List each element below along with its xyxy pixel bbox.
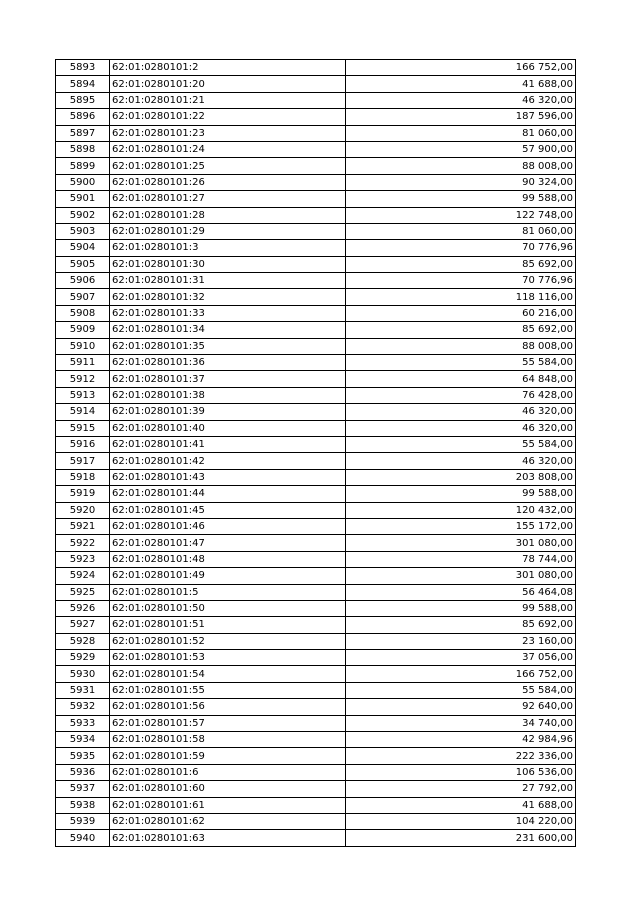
cadastral-number-cell: 62:01:0280101:48 bbox=[110, 551, 346, 567]
cadastral-value-cell: 81 060,00 bbox=[346, 125, 576, 141]
table-row bbox=[56, 732, 576, 748]
cadastral-value-cell: 37 056,00 bbox=[346, 650, 576, 666]
table-row bbox=[56, 76, 576, 92]
row-number-cell: 5938 bbox=[56, 797, 110, 813]
cadastral-value-cell: 88 008,00 bbox=[346, 338, 576, 354]
row-number-cell: 5904 bbox=[56, 240, 110, 256]
row-number-cell: 5928 bbox=[56, 633, 110, 649]
cadastral-value-cell: 203 808,00 bbox=[346, 469, 576, 485]
cadastral-value-cell: 55 584,00 bbox=[346, 682, 576, 698]
cadastral-number-cell: 62:01:0280101:44 bbox=[110, 486, 346, 502]
row-number-cell: 5918 bbox=[56, 469, 110, 485]
row-number-cell: 5914 bbox=[56, 404, 110, 420]
table-row bbox=[56, 338, 576, 354]
row-number-cell: 5919 bbox=[56, 486, 110, 502]
cadastral-number-cell: 62:01:0280101:63 bbox=[110, 830, 346, 846]
row-number-cell: 5898 bbox=[56, 141, 110, 157]
row-number-cell: 5908 bbox=[56, 305, 110, 321]
table-row bbox=[56, 699, 576, 715]
cadastral-number-cell: 62:01:0280101:35 bbox=[110, 338, 346, 354]
table-row bbox=[56, 436, 576, 452]
row-number-cell: 5931 bbox=[56, 682, 110, 698]
cadastral-value-cell: 56 464,08 bbox=[346, 584, 576, 600]
table-row bbox=[56, 682, 576, 698]
table-row bbox=[56, 223, 576, 239]
row-number-cell: 5930 bbox=[56, 666, 110, 682]
table-row bbox=[56, 748, 576, 764]
cadastral-number-cell: 62:01:0280101:41 bbox=[110, 436, 346, 452]
table-row bbox=[56, 797, 576, 813]
cadastral-value-cell: 231 600,00 bbox=[346, 830, 576, 846]
cadastral-number-cell: 62:01:0280101:34 bbox=[110, 322, 346, 338]
cadastral-number-cell: 62:01:0280101:51 bbox=[110, 617, 346, 633]
row-number-cell: 5896 bbox=[56, 109, 110, 125]
cadastral-number-cell: 62:01:0280101:2 bbox=[110, 60, 346, 76]
row-number-cell: 5895 bbox=[56, 92, 110, 108]
table-row bbox=[56, 617, 576, 633]
table-row bbox=[56, 404, 576, 420]
cadastral-value-cell: 76 428,00 bbox=[346, 387, 576, 403]
table-row bbox=[56, 305, 576, 321]
cadastral-number-cell: 62:01:0280101:3 bbox=[110, 240, 346, 256]
cadastral-number-cell: 62:01:0280101:50 bbox=[110, 600, 346, 616]
table-row bbox=[56, 764, 576, 780]
row-number-cell: 5897 bbox=[56, 125, 110, 141]
table-row bbox=[56, 92, 576, 108]
cadastral-number-cell: 62:01:0280101:39 bbox=[110, 404, 346, 420]
row-number-cell: 5940 bbox=[56, 830, 110, 846]
table-row bbox=[56, 125, 576, 141]
row-number-cell: 5916 bbox=[56, 436, 110, 452]
table-row bbox=[56, 666, 576, 682]
cadastral-number-cell: 62:01:0280101:24 bbox=[110, 141, 346, 157]
table-row bbox=[56, 813, 576, 829]
row-number-cell: 5927 bbox=[56, 617, 110, 633]
table-row bbox=[56, 715, 576, 731]
table-body bbox=[56, 60, 576, 847]
cadastral-number-cell: 62:01:0280101:60 bbox=[110, 781, 346, 797]
cadastral-value-cell: 70 776,96 bbox=[346, 273, 576, 289]
cadastral-value-cell: 27 792,00 bbox=[346, 781, 576, 797]
cadastral-number-cell: 62:01:0280101:22 bbox=[110, 109, 346, 125]
cadastral-number-cell: 62:01:0280101:62 bbox=[110, 813, 346, 829]
table-row bbox=[56, 502, 576, 518]
table-row bbox=[56, 256, 576, 272]
table-row bbox=[56, 355, 576, 371]
table-row bbox=[56, 633, 576, 649]
cadastral-number-cell: 62:01:0280101:38 bbox=[110, 387, 346, 403]
table-row bbox=[56, 650, 576, 666]
row-number-cell: 5907 bbox=[56, 289, 110, 305]
cadastral-value-cell: 34 740,00 bbox=[346, 715, 576, 731]
row-number-cell: 5912 bbox=[56, 371, 110, 387]
table-row bbox=[56, 830, 576, 846]
cadastral-number-cell: 62:01:0280101:58 bbox=[110, 732, 346, 748]
table-row bbox=[56, 568, 576, 584]
row-number-cell: 5921 bbox=[56, 518, 110, 534]
row-number-cell: 5933 bbox=[56, 715, 110, 731]
cadastral-value-cell: 99 588,00 bbox=[346, 191, 576, 207]
table-row bbox=[56, 600, 576, 616]
table-row bbox=[56, 109, 576, 125]
table-row bbox=[56, 322, 576, 338]
table-row bbox=[56, 289, 576, 305]
cadastral-value-cell: 166 752,00 bbox=[346, 60, 576, 76]
cadastral-number-cell: 62:01:0280101:54 bbox=[110, 666, 346, 682]
cadastral-number-cell: 62:01:0280101:31 bbox=[110, 273, 346, 289]
cadastral-value-cell: 222 336,00 bbox=[346, 748, 576, 764]
cadastral-number-cell: 62:01:0280101:49 bbox=[110, 568, 346, 584]
cadastral-value-cell: 92 640,00 bbox=[346, 699, 576, 715]
table-row bbox=[56, 174, 576, 190]
cadastral-value-cell: 85 692,00 bbox=[346, 322, 576, 338]
cadastral-value-cell: 46 320,00 bbox=[346, 420, 576, 436]
cadastral-number-cell: 62:01:0280101:43 bbox=[110, 469, 346, 485]
row-number-cell: 5939 bbox=[56, 813, 110, 829]
cadastral-number-cell: 62:01:0280101:6 bbox=[110, 764, 346, 780]
cadastral-number-cell: 62:01:0280101:61 bbox=[110, 797, 346, 813]
cadastral-number-cell: 62:01:0280101:21 bbox=[110, 92, 346, 108]
row-number-cell: 5909 bbox=[56, 322, 110, 338]
cadastral-number-cell: 62:01:0280101:20 bbox=[110, 76, 346, 92]
cadastral-value-cell: 104 220,00 bbox=[346, 813, 576, 829]
cadastral-value-cell: 46 320,00 bbox=[346, 453, 576, 469]
cadastral-number-cell: 62:01:0280101:29 bbox=[110, 223, 346, 239]
row-number-cell: 5926 bbox=[56, 600, 110, 616]
cadastral-value-cell: 118 116,00 bbox=[346, 289, 576, 305]
cadastral-value-cell: 301 080,00 bbox=[346, 568, 576, 584]
row-number-cell: 5936 bbox=[56, 764, 110, 780]
cadastral-value-cell: 99 588,00 bbox=[346, 486, 576, 502]
cadastral-value-cell: 78 744,00 bbox=[346, 551, 576, 567]
cadastral-value-cell: 60 216,00 bbox=[346, 305, 576, 321]
table-row bbox=[56, 141, 576, 157]
row-number-cell: 5937 bbox=[56, 781, 110, 797]
cadastral-value-cell: 81 060,00 bbox=[346, 223, 576, 239]
cadastral-value-cell: 64 848,00 bbox=[346, 371, 576, 387]
row-number-cell: 5911 bbox=[56, 355, 110, 371]
cadastral-number-cell: 62:01:0280101:36 bbox=[110, 355, 346, 371]
row-number-cell: 5902 bbox=[56, 207, 110, 223]
cadastral-value-cell: 155 172,00 bbox=[346, 518, 576, 534]
table-row bbox=[56, 781, 576, 797]
row-number-cell: 5934 bbox=[56, 732, 110, 748]
cadastral-number-cell: 62:01:0280101:52 bbox=[110, 633, 346, 649]
row-number-cell: 5901 bbox=[56, 191, 110, 207]
cadastral-number-cell: 62:01:0280101:47 bbox=[110, 535, 346, 551]
cadastral-number-cell: 62:01:0280101:55 bbox=[110, 682, 346, 698]
row-number-cell: 5894 bbox=[56, 76, 110, 92]
cadastral-value-cell: 41 688,00 bbox=[346, 797, 576, 813]
table-row bbox=[56, 60, 576, 76]
cadastral-value-cell: 57 900,00 bbox=[346, 141, 576, 157]
cadastral-number-cell: 62:01:0280101:27 bbox=[110, 191, 346, 207]
cadastral-number-cell: 62:01:0280101:26 bbox=[110, 174, 346, 190]
cadastral-value-cell: 55 584,00 bbox=[346, 355, 576, 371]
table-row bbox=[56, 584, 576, 600]
row-number-cell: 5932 bbox=[56, 699, 110, 715]
cadastral-value-cell: 23 160,00 bbox=[346, 633, 576, 649]
row-number-cell: 5923 bbox=[56, 551, 110, 567]
row-number-cell: 5920 bbox=[56, 502, 110, 518]
row-number-cell: 5929 bbox=[56, 650, 110, 666]
cadastral-number-cell: 62:01:0280101:33 bbox=[110, 305, 346, 321]
table-row bbox=[56, 535, 576, 551]
table-row bbox=[56, 551, 576, 567]
cadastral-number-cell: 62:01:0280101:56 bbox=[110, 699, 346, 715]
cadastral-value-cell: 99 588,00 bbox=[346, 600, 576, 616]
row-number-cell: 5903 bbox=[56, 223, 110, 239]
cadastral-number-cell: 62:01:0280101:32 bbox=[110, 289, 346, 305]
table-row bbox=[56, 207, 576, 223]
cadastral-number-cell: 62:01:0280101:46 bbox=[110, 518, 346, 534]
cadastral-number-cell: 62:01:0280101:25 bbox=[110, 158, 346, 174]
cadastral-value-cell: 42 984,96 bbox=[346, 732, 576, 748]
cadastral-value-cell: 187 596,00 bbox=[346, 109, 576, 125]
cadastral-value-cell: 301 080,00 bbox=[346, 535, 576, 551]
cadastral-number-cell: 62:01:0280101:45 bbox=[110, 502, 346, 518]
cadastral-value-cell: 70 776,96 bbox=[346, 240, 576, 256]
row-number-cell: 5906 bbox=[56, 273, 110, 289]
table-row bbox=[56, 158, 576, 174]
row-number-cell: 5935 bbox=[56, 748, 110, 764]
table-row bbox=[56, 371, 576, 387]
cadastral-number-cell: 62:01:0280101:40 bbox=[110, 420, 346, 436]
row-number-cell: 5915 bbox=[56, 420, 110, 436]
cadastral-number-cell: 62:01:0280101:59 bbox=[110, 748, 346, 764]
cadastral-value-cell: 88 008,00 bbox=[346, 158, 576, 174]
cadastral-value-cell: 46 320,00 bbox=[346, 404, 576, 420]
table-row bbox=[56, 518, 576, 534]
cadastral-number-cell: 62:01:0280101:23 bbox=[110, 125, 346, 141]
row-number-cell: 5910 bbox=[56, 338, 110, 354]
cadastral-value-cell: 166 752,00 bbox=[346, 666, 576, 682]
table-row bbox=[56, 387, 576, 403]
cadastral-number-cell: 62:01:0280101:30 bbox=[110, 256, 346, 272]
row-number-cell: 5922 bbox=[56, 535, 110, 551]
cadastral-number-cell: 62:01:0280101:57 bbox=[110, 715, 346, 731]
cadastral-value-table bbox=[55, 59, 576, 847]
cadastral-value-cell: 41 688,00 bbox=[346, 76, 576, 92]
cadastral-value-cell: 120 432,00 bbox=[346, 502, 576, 518]
cadastral-value-cell: 90 324,00 bbox=[346, 174, 576, 190]
cadastral-number-cell: 62:01:0280101:5 bbox=[110, 584, 346, 600]
cadastral-value-cell: 85 692,00 bbox=[346, 256, 576, 272]
cadastral-value-cell: 55 584,00 bbox=[346, 436, 576, 452]
table-row bbox=[56, 486, 576, 502]
row-number-cell: 5900 bbox=[56, 174, 110, 190]
cadastral-value-cell: 122 748,00 bbox=[346, 207, 576, 223]
cadastral-value-cell: 106 536,00 bbox=[346, 764, 576, 780]
table-row bbox=[56, 469, 576, 485]
table-row bbox=[56, 420, 576, 436]
row-number-cell: 5925 bbox=[56, 584, 110, 600]
row-number-cell: 5924 bbox=[56, 568, 110, 584]
table-row bbox=[56, 191, 576, 207]
row-number-cell: 5905 bbox=[56, 256, 110, 272]
cadastral-number-cell: 62:01:0280101:42 bbox=[110, 453, 346, 469]
cadastral-number-cell: 62:01:0280101:53 bbox=[110, 650, 346, 666]
cadastral-number-cell: 62:01:0280101:28 bbox=[110, 207, 346, 223]
row-number-cell: 5917 bbox=[56, 453, 110, 469]
cadastral-value-cell: 85 692,00 bbox=[346, 617, 576, 633]
table-row bbox=[56, 453, 576, 469]
table-row bbox=[56, 240, 576, 256]
row-number-cell: 5899 bbox=[56, 158, 110, 174]
cadastral-number-cell: 62:01:0280101:37 bbox=[110, 371, 346, 387]
cadastral-value-cell: 46 320,00 bbox=[346, 92, 576, 108]
row-number-cell: 5893 bbox=[56, 60, 110, 76]
table-row bbox=[56, 273, 576, 289]
row-number-cell: 5913 bbox=[56, 387, 110, 403]
